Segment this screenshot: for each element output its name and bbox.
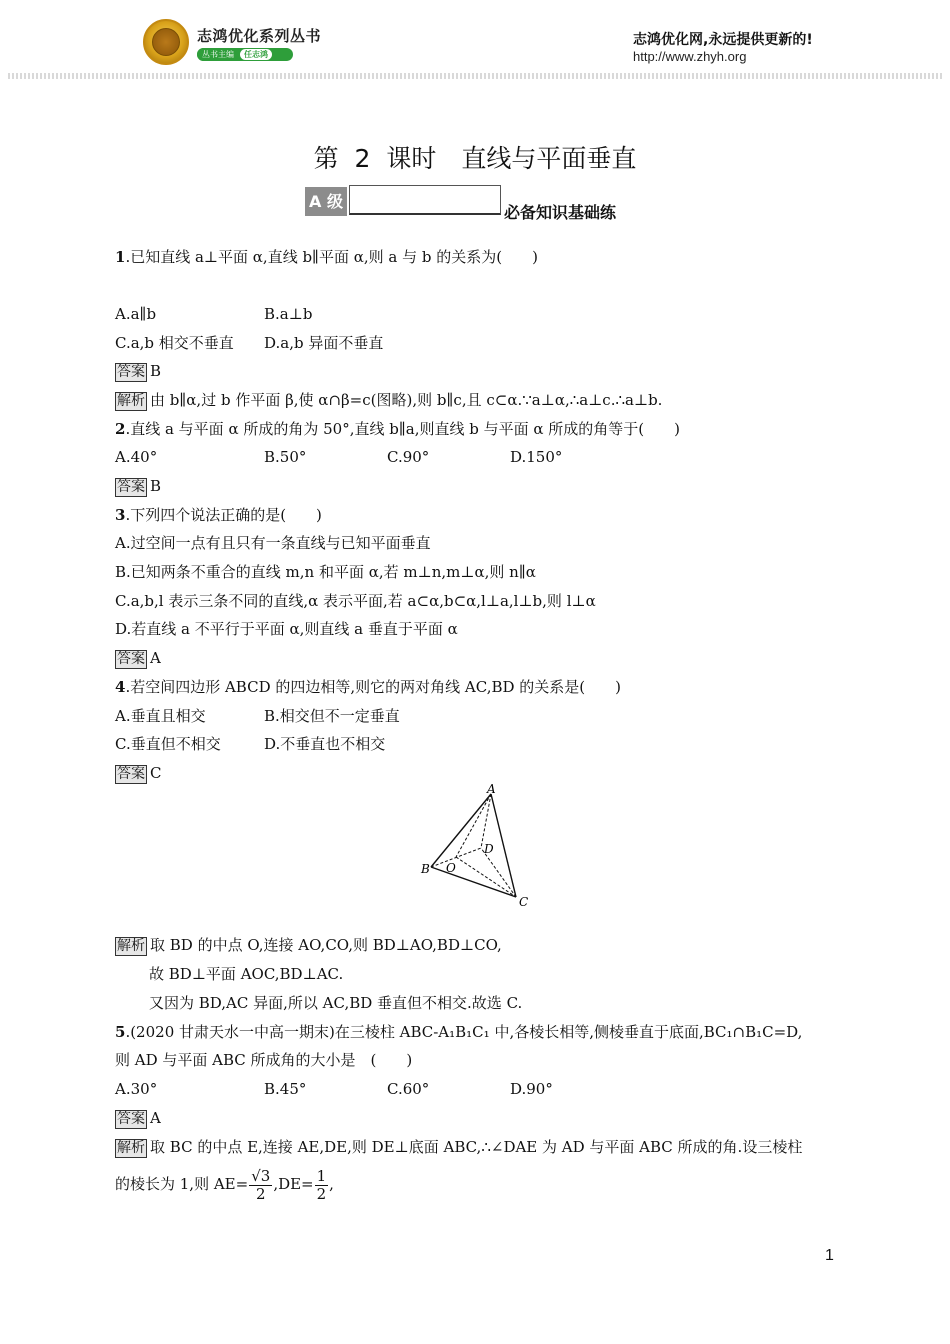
fraction-denominator: 2 [316,1184,327,1203]
question-1-analysis [115,390,662,411]
question-3-number: 3 [115,506,126,524]
question-4-text: .若空间四边形 ABCD 的四边相等,则它的两对角线 AC,BD 的关系是( ) [125,678,621,696]
question-4-analysis-line-1: 取 BD 的中点 O,连接 AO,CO,则 BD⊥AO,BD⊥CO, [150,936,502,954]
question-5-text-line-1: .(2020 甘肃天水一中高一期末)在三棱柱 ABC-A₁B₁C₁ 中,各棱长相等,侧棱垂直于底面,BC₁∩B₁C=D, [125,1023,803,1041]
question-2-number: 2 [115,420,126,438]
level-text: 必备知识基础练 [504,203,617,222]
question-4-analysis-line-2: 故 BD⊥平面 AOC,BD⊥AC. [149,965,344,983]
question-5-text-line-2: 则 AD 与平面 ABC 所成角的大小是 ( ) [115,1051,413,1069]
vertex-label-d: D [484,842,494,856]
analysis-tag: 解析 [117,393,145,409]
analysis-tag: 解析 [117,938,145,954]
question-4-answer-value: C [150,764,162,782]
question-5-analysis-text-b: ,DE= [273,1175,314,1193]
question-2-answer [115,476,161,497]
question-5-number: 5 [115,1023,126,1041]
analysis-tag: 解析 [117,1140,145,1156]
vertex-label-b: B [421,862,430,876]
edge-ad [481,794,491,848]
question-5-analysis [115,1137,802,1158]
question-4-analysis [115,935,502,956]
question-4-stem [115,677,621,697]
fraction-numerator: 1 [316,1166,327,1185]
question-5-option-c: C.60° [387,1080,430,1098]
vertex-label-a: A [487,782,496,796]
editor-name: 任志鸿 [240,49,272,60]
question-5-option-b: B.45° [264,1080,307,1098]
header-url[interactable]: http://www.zhyh.org [633,49,747,64]
question-2-option-d: D.150° [510,448,563,466]
question-1-option-b: B.a⊥b [264,305,313,323]
question-3-option-b: B.已知两条不重合的直线 m,n 和平面 α,若 m⊥n,m⊥α,则 n∥α [115,563,536,581]
question-3-option-a: A.过空间一点有且只有一条直线与已知平面垂直 [115,534,431,552]
question-1-analysis-text: 由 b∥α,过 b 作平面 β,使 α∩β=c(图略),则 b∥c,且 c⊂α.∵a⊥α,∴a⊥c.∴a⊥b. [150,391,663,409]
question-1-number: 1 [115,248,126,266]
answer-tag: 答案 [117,479,145,495]
page-header [0,0,950,80]
level-badge: A 级 [305,187,347,216]
question-4-option-c: C.垂直但不相交 [115,735,221,753]
question-3-answer-value: A [150,649,161,667]
tetrahedron-figure [415,782,535,912]
question-1-stem [115,247,538,267]
question-1-answer [115,361,161,382]
question-3-option-c: C.a,b,l 表示三条不同的直线,α 表示平面,若 a⊂α,b⊂α,l⊥a,l⊥b,则 l⊥α [115,592,596,610]
question-4-option-b: B.相交但不一定垂直 [264,707,400,725]
question-4-number: 4 [115,678,126,696]
answer-tag: 答案 [117,766,145,782]
question-2-text: .直线 a 与平面 α 所成的角为 50°,直线 b∥a,则直线 b 与平面 α 所成的角等于( ) [125,420,680,438]
question-5-answer [115,1108,161,1129]
question-3-option-d: D.若直线 a 不平行于平面 α,则直线 a 垂直于平面 α [115,620,458,638]
question-1-option-a: A.a∥b [115,305,157,323]
brand-editor [197,48,293,61]
answer-tag: 答案 [117,1111,145,1127]
question-4-answer [115,763,161,784]
question-5-stem [115,1022,802,1042]
question-4-analysis-line-3: 又因为 BD,AC 异面,所以 AC,BD 垂直但不相交.故选 C. [149,994,523,1012]
question-1-option-d: D.a,b 异面不垂直 [264,334,384,352]
question-2-option-c: C.90° [387,448,430,466]
fraction-denominator: 2 [255,1184,266,1203]
fraction-sqrt3-over-2 [249,1168,272,1203]
answer-tag: 答案 [117,651,145,667]
question-5-analysis-line-1: 取 BC 的中点 E,连接 AE,DE,则 DE⊥底面 ABC,∴∠DAE 为 AD 与平面 ABC 所成的角.设三棱柱 [150,1138,803,1156]
fraction-numerator: √3 [251,1166,271,1185]
fraction-1-over-2 [315,1168,329,1203]
vertex-label-o: O [446,861,456,875]
question-4-option-d: D.不垂直也不相交 [264,735,386,753]
question-3-answer [115,648,161,669]
page-number: 1 [825,1247,834,1264]
question-4-option-a: A.垂直且相交 [115,707,206,725]
question-5-option-d: D.90° [510,1080,553,1098]
question-5-analysis-text-c: , [329,1175,334,1193]
page-title: 第 2 课时 直线与平面垂直 [313,144,637,173]
question-2-stem [115,419,680,439]
question-5-option-a: A.30° [115,1080,158,1098]
header-slogan: 志鸿优化网,永远提供更新的! [633,32,813,48]
segment-oc [456,857,516,897]
edge-bc [431,867,516,897]
question-1-option-c: C.a,b 相交不垂直 [115,334,234,352]
question-5-analysis-text-a: 的棱长为 1,则 AE= [115,1175,249,1193]
question-2-answer-value: B [150,477,162,495]
brand-logo-icon [143,19,189,65]
level-box [349,185,501,215]
header-divider [8,73,942,79]
question-3-stem [115,505,322,525]
question-5-analysis-line-2 [115,1166,334,1203]
question-1-answer-value: B [150,362,162,380]
question-3-text: .下列四个说法正确的是( ) [125,506,322,524]
question-1-text: .已知直线 a⊥平面 α,直线 b∥平面 α,则 a 与 b 的关系为( ) [125,248,538,266]
edge-ac [491,794,516,897]
editor-label: 丛书主编 [197,48,239,61]
answer-tag: 答案 [117,364,145,380]
vertex-label-c: C [519,895,529,909]
question-2-option-b: B.50° [264,448,307,466]
brand-name: 志鸿优化系列丛书 [197,27,322,45]
question-5-answer-value: A [150,1109,161,1127]
question-2-option-a: A.40° [115,448,158,466]
